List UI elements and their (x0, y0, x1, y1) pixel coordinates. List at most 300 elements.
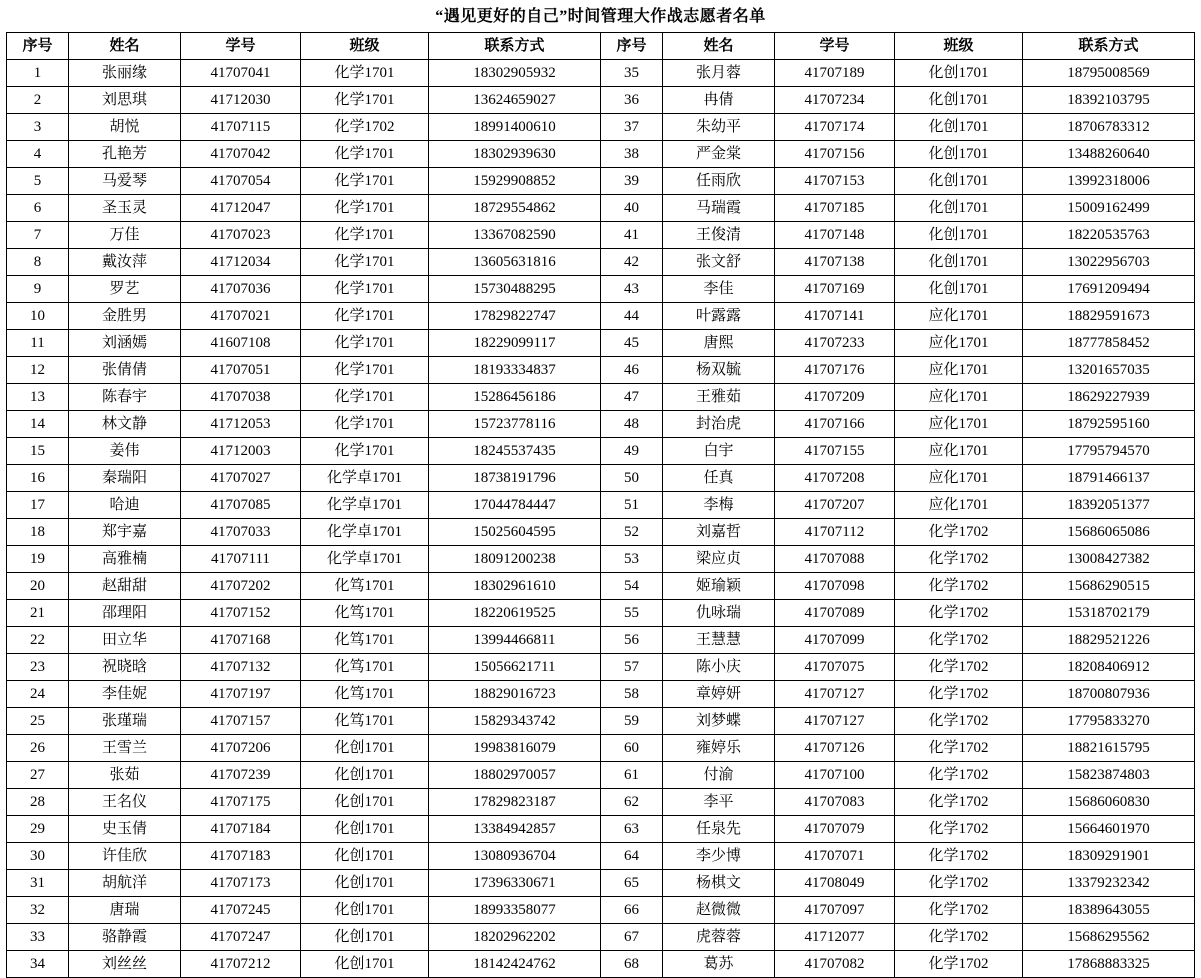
table-cell: 葛苏 (663, 951, 775, 978)
table-row (7, 438, 1195, 465)
table-cell: 姜伟 (69, 438, 181, 465)
table-cell: 圣玉灵 (69, 195, 181, 222)
table-cell: 28 (7, 789, 69, 816)
table-cell: 41707208 (775, 465, 895, 492)
table-cell: 41707083 (775, 789, 895, 816)
table-cell: 34 (7, 951, 69, 978)
table-cell: 高雅楠 (69, 546, 181, 573)
table-cell: 18802970057 (429, 762, 601, 789)
table-cell: 13022956703 (1023, 249, 1195, 276)
table-cell: 18993358077 (429, 897, 601, 924)
table-cell: 17691209494 (1023, 276, 1195, 303)
table-cell: 41707184 (181, 816, 301, 843)
table-cell: 化学1702 (895, 762, 1023, 789)
table-cell: 应化1701 (895, 384, 1023, 411)
table-cell: 18700807936 (1023, 681, 1195, 708)
table-cell: 14 (7, 411, 69, 438)
table-cell: 17829822747 (429, 303, 601, 330)
table-cell: 41707021 (181, 303, 301, 330)
table-cell: 41707176 (775, 357, 895, 384)
table-cell: 18220535763 (1023, 222, 1195, 249)
table-cell: 化学卓1701 (301, 546, 429, 573)
table-cell: 化学1702 (895, 816, 1023, 843)
table-cell: 41707233 (775, 330, 895, 357)
table-cell: 4 (7, 141, 69, 168)
table-cell: 13201657035 (1023, 357, 1195, 384)
table-cell: 王慧慧 (663, 627, 775, 654)
table-cell: 化创1701 (301, 789, 429, 816)
table-cell: 化学1702 (895, 708, 1023, 735)
table-cell: 雍婷乐 (663, 735, 775, 762)
table-cell: 42 (601, 249, 663, 276)
table-cell: 陈小庆 (663, 654, 775, 681)
table-cell: 41707207 (775, 492, 895, 519)
table-cell: 41707115 (181, 114, 301, 141)
table-row (7, 600, 1195, 627)
table-cell: 化学1701 (301, 249, 429, 276)
table-cell: 应化1701 (895, 330, 1023, 357)
table-cell: 化学1702 (895, 519, 1023, 546)
table-cell: 仇咏瑞 (663, 600, 775, 627)
table-cell: 孔艳芳 (69, 141, 181, 168)
table-cell: 18729554862 (429, 195, 601, 222)
table-cell: 64 (601, 843, 663, 870)
table-row (7, 87, 1195, 114)
table-cell: 41707023 (181, 222, 301, 249)
table-cell: 化学1701 (301, 60, 429, 87)
table-cell: 18208406912 (1023, 654, 1195, 681)
table-cell: 马爱琴 (69, 168, 181, 195)
table-cell: 36 (601, 87, 663, 114)
table-cell: 57 (601, 654, 663, 681)
table-cell: 哈迪 (69, 492, 181, 519)
page-title: “遇见更好的自己”时间管理大作战志愿者名单 (435, 8, 766, 25)
table-cell: 45 (601, 330, 663, 357)
table-cell: 41707075 (775, 654, 895, 681)
table-cell: 40 (601, 195, 663, 222)
table-cell: 化创1701 (301, 897, 429, 924)
table-cell: 应化1701 (895, 492, 1023, 519)
table-cell: 许佳欣 (69, 843, 181, 870)
table-cell: 18 (7, 519, 69, 546)
table-cell: 任泉先 (663, 816, 775, 843)
table-cell: 41707247 (181, 924, 301, 951)
table-cell: 41707175 (181, 789, 301, 816)
table-cell: 化学卓1701 (301, 465, 429, 492)
table-cell: 41707185 (775, 195, 895, 222)
table-cell: 化创1701 (301, 843, 429, 870)
table-cell: 18791466137 (1023, 465, 1195, 492)
table-cell: 13624659027 (429, 87, 601, 114)
table-cell: 41707148 (775, 222, 895, 249)
table-cell: 13367082590 (429, 222, 601, 249)
table-cell: 17044784447 (429, 492, 601, 519)
table-row (7, 816, 1195, 843)
table-cell: 60 (601, 735, 663, 762)
table-cell: 41712077 (775, 924, 895, 951)
table-cell: 白宇 (663, 438, 775, 465)
table-cell: 章婷妍 (663, 681, 775, 708)
column-header-3: 班级 (301, 33, 429, 60)
table-cell: 41707169 (775, 276, 895, 303)
table-cell: 65 (601, 870, 663, 897)
table-row (7, 546, 1195, 573)
table-cell: 秦瑞阳 (69, 465, 181, 492)
table-cell: 化创1701 (895, 222, 1023, 249)
table-cell: 朱幼平 (663, 114, 775, 141)
table-cell: 30 (7, 843, 69, 870)
table-cell: 化学1702 (895, 600, 1023, 627)
table-cell: 21 (7, 600, 69, 627)
table-cell: 41707166 (775, 411, 895, 438)
table-cell: 化创1701 (301, 924, 429, 951)
table-cell: 13379232342 (1023, 870, 1195, 897)
table-cell: 化学1701 (301, 222, 429, 249)
table-cell: 41707212 (181, 951, 301, 978)
table-cell: 12 (7, 357, 69, 384)
column-header-0: 序号 (7, 33, 69, 60)
table-cell: 41712003 (181, 438, 301, 465)
table-cell: 37 (601, 114, 663, 141)
table-cell: 化笃1701 (301, 681, 429, 708)
column-header-1: 姓名 (69, 33, 181, 60)
table-cell: 18229099117 (429, 330, 601, 357)
table-cell: 41707209 (775, 384, 895, 411)
table-cell: 15318702179 (1023, 600, 1195, 627)
table-cell: 18629227939 (1023, 384, 1195, 411)
table-cell: 41707173 (181, 870, 301, 897)
table-cell: 41707183 (181, 843, 301, 870)
table-row (7, 519, 1195, 546)
column-header-6: 姓名 (663, 33, 775, 60)
table-cell: 17795833270 (1023, 708, 1195, 735)
table-cell: 18193334837 (429, 357, 601, 384)
table-cell: 41707234 (775, 87, 895, 114)
table-cell: 16 (7, 465, 69, 492)
table-cell: 53 (601, 546, 663, 573)
table-cell: 41707033 (181, 519, 301, 546)
table-cell: 41707189 (775, 60, 895, 87)
table-cell: 68 (601, 951, 663, 978)
table-cell: 13080936704 (429, 843, 601, 870)
table-cell: 15686295562 (1023, 924, 1195, 951)
table-cell: 9 (7, 276, 69, 303)
table-cell: 41707082 (775, 951, 895, 978)
table-cell: 18220619525 (429, 600, 601, 627)
table-cell: 41707027 (181, 465, 301, 492)
table-cell: 化创1701 (895, 276, 1023, 303)
table-cell: 41712030 (181, 87, 301, 114)
table-cell: 41707156 (775, 141, 895, 168)
table-cell: 41707152 (181, 600, 301, 627)
table-cell: 41707245 (181, 897, 301, 924)
table-cell: 13994466811 (429, 627, 601, 654)
table-cell: 46 (601, 357, 663, 384)
table-cell: 47 (601, 384, 663, 411)
column-header-4: 联系方式 (429, 33, 601, 60)
table-cell: 马瑞霞 (663, 195, 775, 222)
table-cell: 17396330671 (429, 870, 601, 897)
table-cell: 15929908852 (429, 168, 601, 195)
table-cell: 戴汝萍 (69, 249, 181, 276)
table-cell: 化学1701 (301, 411, 429, 438)
table-cell: 18777858452 (1023, 330, 1195, 357)
table-cell: 化创1701 (895, 141, 1023, 168)
table-cell: 万佳 (69, 222, 181, 249)
table-cell: 张瑾瑞 (69, 708, 181, 735)
table-cell: 55 (601, 600, 663, 627)
table-cell: 19 (7, 546, 69, 573)
table-cell: 41707079 (775, 816, 895, 843)
table-cell: 41707038 (181, 384, 301, 411)
table-cell: 25 (7, 708, 69, 735)
table-row (7, 627, 1195, 654)
table-cell: 15286456186 (429, 384, 601, 411)
table-cell: 李少博 (663, 843, 775, 870)
table-cell: 化创1701 (301, 951, 429, 978)
table-cell: 67 (601, 924, 663, 951)
table-cell: 41707126 (775, 735, 895, 762)
table-cell: 13008427382 (1023, 546, 1195, 573)
table-row (7, 168, 1195, 195)
table-cell: 虎蓉蓉 (663, 924, 775, 951)
table-cell: 姬瑜颖 (663, 573, 775, 600)
table-cell: 化创1701 (301, 735, 429, 762)
table-cell: 应化1701 (895, 357, 1023, 384)
table-cell: 61 (601, 762, 663, 789)
table-cell: 应化1701 (895, 465, 1023, 492)
column-header-7: 学号 (775, 33, 895, 60)
table-cell: 18302905932 (429, 60, 601, 87)
table-cell: 32 (7, 897, 69, 924)
table-cell: 化学1701 (301, 276, 429, 303)
table-cell: 59 (601, 708, 663, 735)
table-cell: 15823874803 (1023, 762, 1195, 789)
table-cell: 任真 (663, 465, 775, 492)
table-cell: 化创1701 (895, 249, 1023, 276)
table-cell: 41707112 (775, 519, 895, 546)
table-cell: 18245537435 (429, 438, 601, 465)
table-cell: 18792595160 (1023, 411, 1195, 438)
table-cell: 41 (601, 222, 663, 249)
table-cell: 王名仪 (69, 789, 181, 816)
table-cell: 邵理阳 (69, 600, 181, 627)
table-cell: 化学1702 (895, 735, 1023, 762)
table-cell: 17 (7, 492, 69, 519)
table-cell: 5 (7, 168, 69, 195)
table-cell: 18202962202 (429, 924, 601, 951)
table-cell: 刘思琪 (69, 87, 181, 114)
table-cell: 56 (601, 627, 663, 654)
table-cell: 41707100 (775, 762, 895, 789)
table-cell: 李佳妮 (69, 681, 181, 708)
table-cell: 张茹 (69, 762, 181, 789)
table-cell: 化学1701 (301, 303, 429, 330)
table-row (7, 573, 1195, 600)
table-row (7, 222, 1195, 249)
table-cell: 41707141 (775, 303, 895, 330)
table-cell: 15025604595 (429, 519, 601, 546)
table-cell: 15829343742 (429, 708, 601, 735)
table-cell: 15056621711 (429, 654, 601, 681)
table-cell: 33 (7, 924, 69, 951)
table-cell: 应化1701 (895, 438, 1023, 465)
table-cell: 金胜男 (69, 303, 181, 330)
table-cell: 11 (7, 330, 69, 357)
table-cell: 林文静 (69, 411, 181, 438)
table-row (7, 924, 1195, 951)
table-cell: 17868883325 (1023, 951, 1195, 978)
table-cell: 15723778116 (429, 411, 601, 438)
table-row (7, 303, 1195, 330)
table-cell: 刘涵嫣 (69, 330, 181, 357)
table-cell: 杨棋文 (663, 870, 775, 897)
table-cell: 化创1701 (301, 816, 429, 843)
table-cell: 张文舒 (663, 249, 775, 276)
table-cell: 化学1702 (895, 546, 1023, 573)
table-cell: 15686065086 (1023, 519, 1195, 546)
table-cell: 刘丝丝 (69, 951, 181, 978)
table-cell: 41607108 (181, 330, 301, 357)
table-cell: 陈春宇 (69, 384, 181, 411)
table-cell: 58 (601, 681, 663, 708)
table-cell: 化学1702 (895, 951, 1023, 978)
table-cell: 化创1701 (895, 195, 1023, 222)
table-header-row (7, 33, 1195, 60)
table-cell: 田立华 (69, 627, 181, 654)
table-cell: 41707127 (775, 681, 895, 708)
table-cell: 化学1701 (301, 195, 429, 222)
table-cell: 29 (7, 816, 69, 843)
table-cell: 13992318006 (1023, 168, 1195, 195)
table-row (7, 789, 1195, 816)
table-cell: 赵甜甜 (69, 573, 181, 600)
table-cell: 41707054 (181, 168, 301, 195)
table-cell: 史玉倩 (69, 816, 181, 843)
table-cell: 张丽缘 (69, 60, 181, 87)
table-cell: 50 (601, 465, 663, 492)
table-cell: 化学1702 (895, 789, 1023, 816)
table-cell: 49 (601, 438, 663, 465)
table-cell: 化创1701 (895, 87, 1023, 114)
table-cell: 62 (601, 789, 663, 816)
table-cell: 化学1701 (301, 330, 429, 357)
table-row (7, 60, 1195, 87)
table-cell: 18091200238 (429, 546, 601, 573)
column-header-9: 联系方式 (1023, 33, 1195, 60)
table-cell: 41707168 (181, 627, 301, 654)
table-cell: 19983816079 (429, 735, 601, 762)
table-cell: 化笃1701 (301, 708, 429, 735)
table-cell: 20 (7, 573, 69, 600)
table-cell: 李佳 (663, 276, 775, 303)
table-row (7, 681, 1195, 708)
table-cell: 胡悦 (69, 114, 181, 141)
table-cell: 郑宇嘉 (69, 519, 181, 546)
table-cell: 3 (7, 114, 69, 141)
table-cell: 18821615795 (1023, 735, 1195, 762)
table-cell: 化学卓1701 (301, 519, 429, 546)
table-cell: 41707197 (181, 681, 301, 708)
table-cell: 41707089 (775, 600, 895, 627)
table-cell: 41707071 (775, 843, 895, 870)
table-cell: 41707085 (181, 492, 301, 519)
table-row (7, 465, 1195, 492)
table-cell: 41707157 (181, 708, 301, 735)
table-cell: 张月蓉 (663, 60, 775, 87)
table-cell: 41712034 (181, 249, 301, 276)
table-body (7, 60, 1195, 978)
table-cell: 化学1702 (895, 870, 1023, 897)
table-row (7, 870, 1195, 897)
table-cell: 41707127 (775, 708, 895, 735)
table-cell: 22 (7, 627, 69, 654)
table-cell: 王雪兰 (69, 735, 181, 762)
table-cell: 41707036 (181, 276, 301, 303)
volunteer-roster-table (6, 32, 1195, 978)
table-cell: 15664601970 (1023, 816, 1195, 843)
table-cell: 化创1701 (895, 60, 1023, 87)
table-cell: 冉倩 (663, 87, 775, 114)
table-cell: 44 (601, 303, 663, 330)
table-cell: 18991400610 (429, 114, 601, 141)
table-cell: 叶露露 (663, 303, 775, 330)
table-cell: 唐熙 (663, 330, 775, 357)
table-cell: 罗艺 (69, 276, 181, 303)
table-cell: 化创1701 (895, 114, 1023, 141)
table-cell: 付渝 (663, 762, 775, 789)
column-header-5: 序号 (601, 33, 663, 60)
table-cell: 化学1701 (301, 438, 429, 465)
table-cell: 封治虎 (663, 411, 775, 438)
table-cell: 41707132 (181, 654, 301, 681)
table-row (7, 735, 1195, 762)
table-cell: 18829521226 (1023, 627, 1195, 654)
table-cell: 化学1702 (895, 654, 1023, 681)
table-cell: 41707206 (181, 735, 301, 762)
table-row (7, 114, 1195, 141)
table-cell: 18392051377 (1023, 492, 1195, 519)
table-cell: 10 (7, 303, 69, 330)
table-cell: 41707051 (181, 357, 301, 384)
table-cell: 26 (7, 735, 69, 762)
table-cell: 18302939630 (429, 141, 601, 168)
table-cell: 39 (601, 168, 663, 195)
table-cell: 13488260640 (1023, 141, 1195, 168)
table-cell: 66 (601, 897, 663, 924)
table-row (7, 276, 1195, 303)
table-cell: 41708049 (775, 870, 895, 897)
table-cell: 8 (7, 249, 69, 276)
table-cell: 41707098 (775, 573, 895, 600)
table-cell: 胡航洋 (69, 870, 181, 897)
table-cell: 祝晓晗 (69, 654, 181, 681)
table-cell: 41707174 (775, 114, 895, 141)
table-cell: 15686060830 (1023, 789, 1195, 816)
table-cell: 化学1701 (301, 87, 429, 114)
table-cell: 18392103795 (1023, 87, 1195, 114)
table-cell: 41707099 (775, 627, 895, 654)
table-cell: 41712047 (181, 195, 301, 222)
table-cell: 23 (7, 654, 69, 681)
table-cell: 化学1702 (895, 627, 1023, 654)
table-cell: 38 (601, 141, 663, 168)
table-cell: 化学1702 (895, 843, 1023, 870)
table-cell: 杨双毓 (663, 357, 775, 384)
table-cell: 51 (601, 492, 663, 519)
table-cell: 梁应贞 (663, 546, 775, 573)
table-cell: 2 (7, 87, 69, 114)
